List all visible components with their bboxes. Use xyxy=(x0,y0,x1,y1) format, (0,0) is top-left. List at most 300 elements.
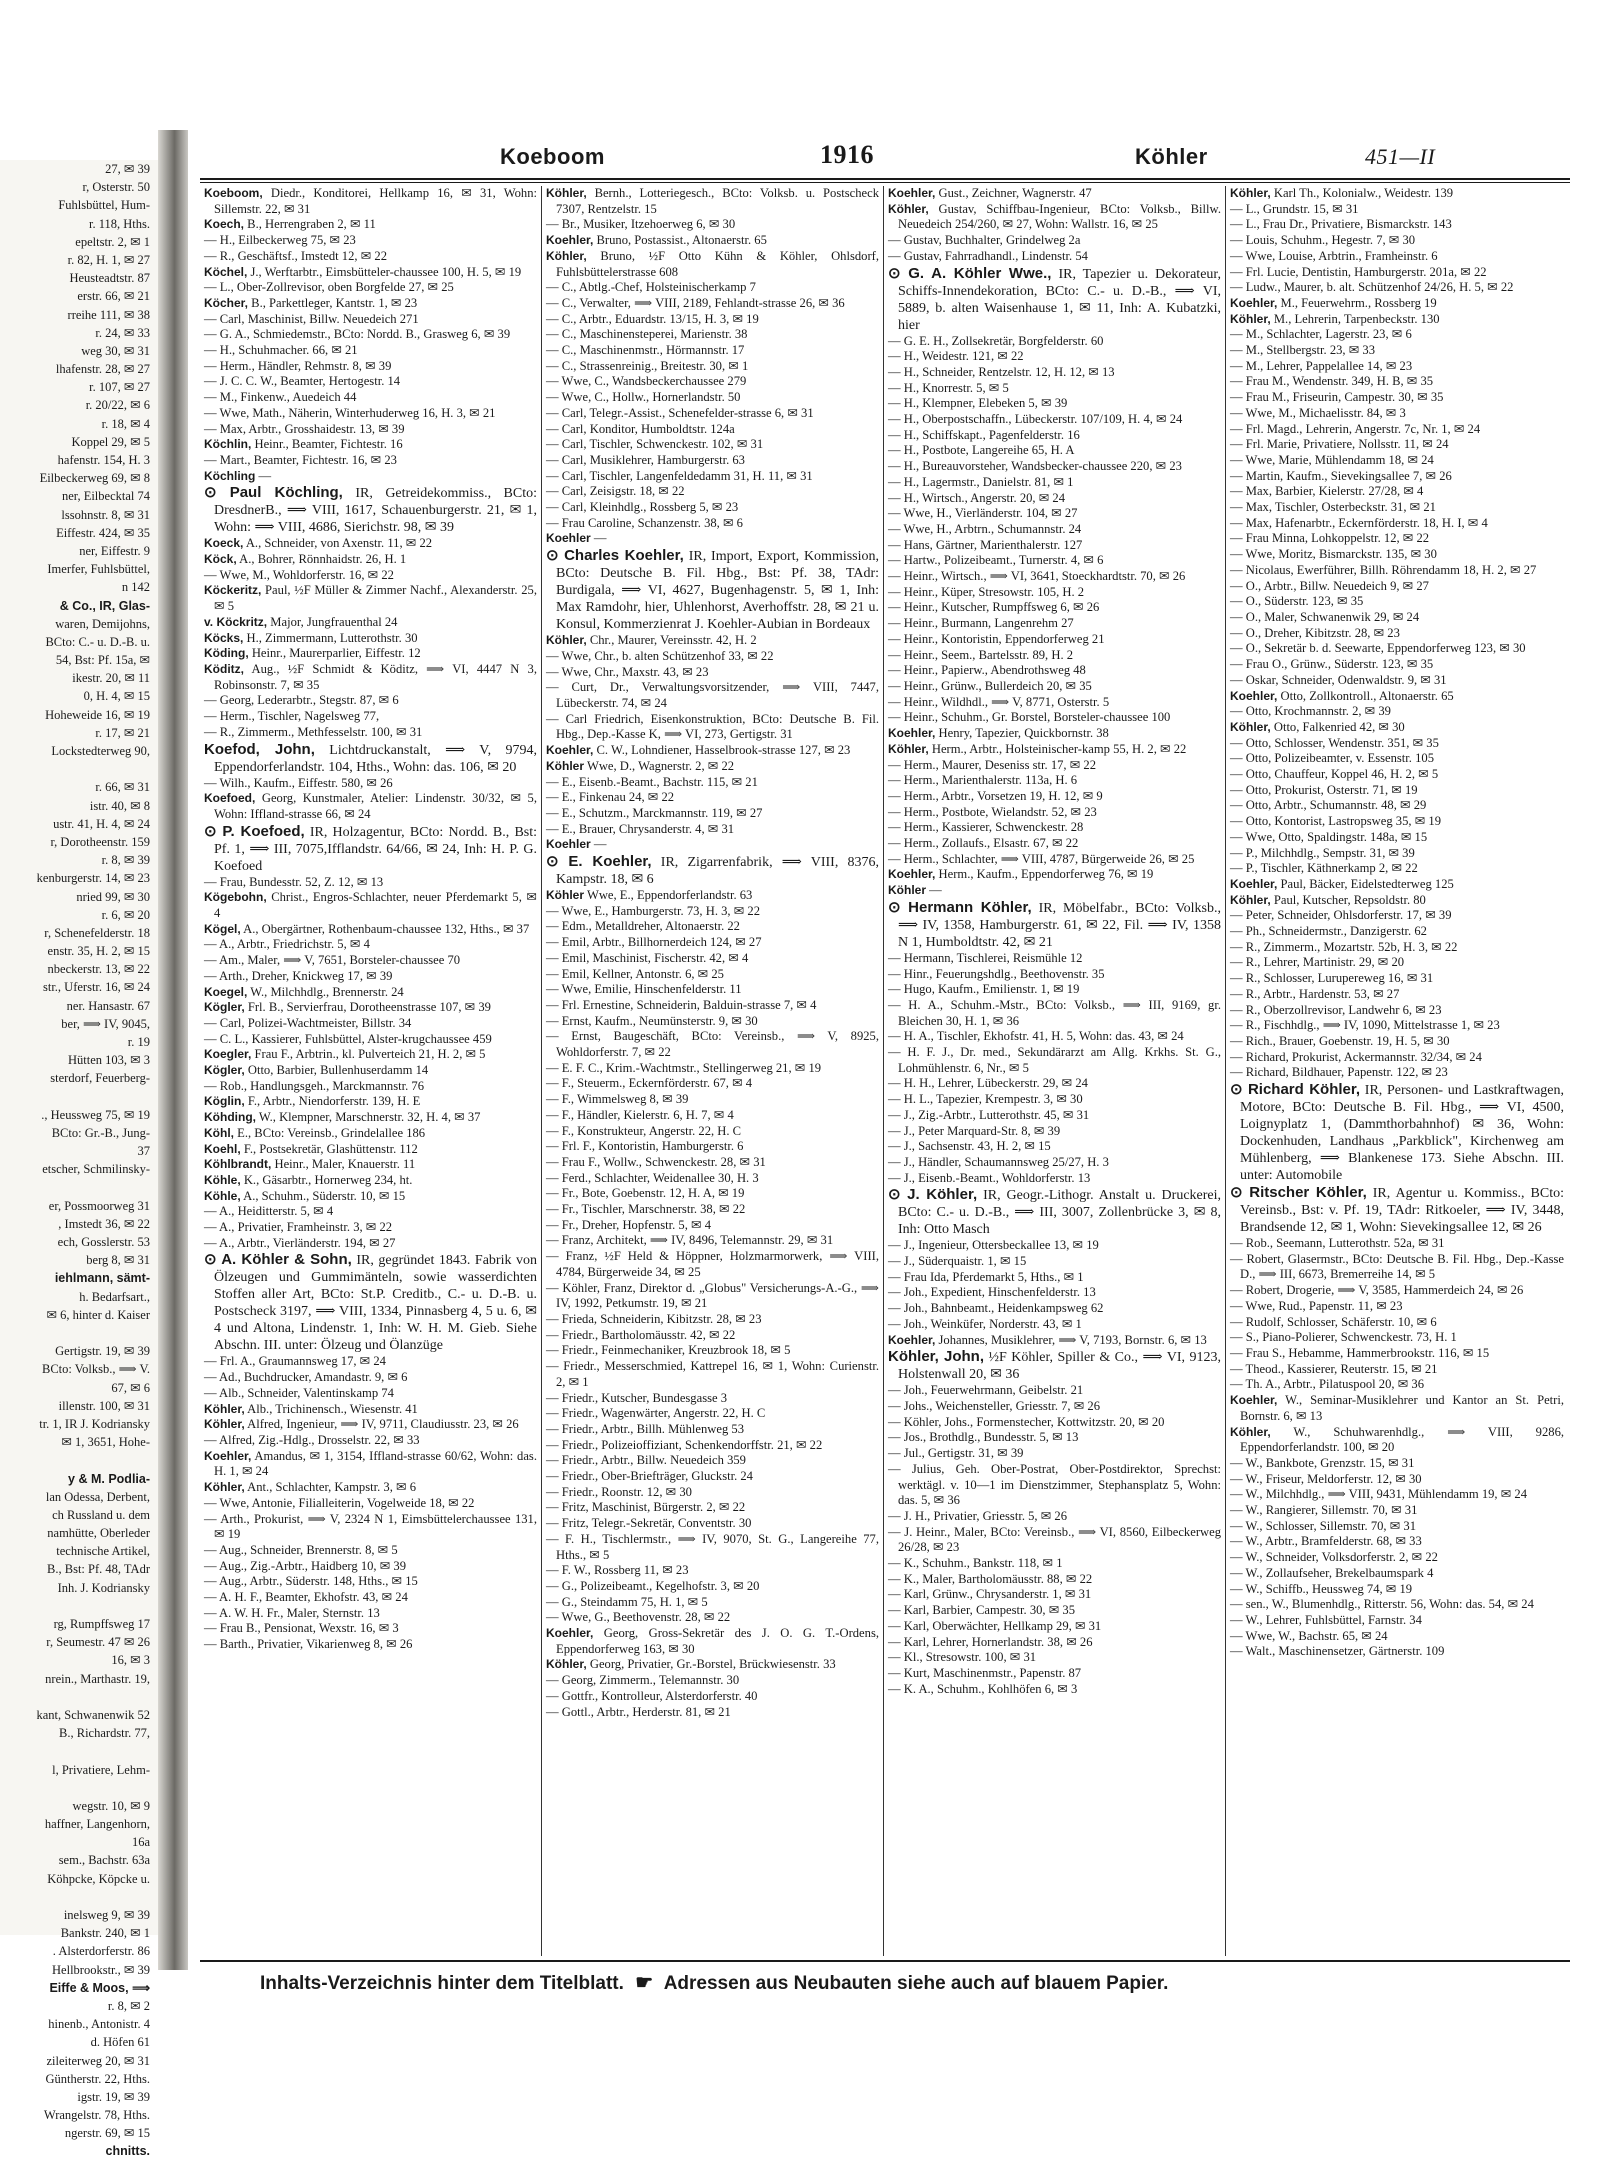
entry-details: W., Milchhdlg., Brennerstr. 24 xyxy=(250,984,404,999)
directory-entry xyxy=(204,217,537,233)
entry-surname: Köhl, xyxy=(204,1125,234,1140)
directory-entry xyxy=(204,1220,537,1236)
directory-entry xyxy=(1230,1252,1564,1283)
directory-entry xyxy=(888,334,1221,350)
directory-entry xyxy=(546,1029,879,1060)
entry-details: — J., Eisenb.-Beamt., Wohldorferstr. 13 xyxy=(888,1170,1091,1185)
entry-surname: Koehler, xyxy=(546,1626,594,1641)
entry-details: — Nicolaus, Ewerführer, Billh. Röhrendamm 18, H. 2, ✉ 27 xyxy=(1230,562,1537,577)
entry-details: — Kl., Stresowstr. 100, ✉ 31 xyxy=(888,1650,1037,1665)
left-page-line: Hütten 103, ✉ 3 xyxy=(68,1053,150,1068)
directory-entry xyxy=(546,919,879,935)
entry-details: Heinr., Maurerparlier, Eiffestr. 12 xyxy=(251,646,421,661)
directory-entry xyxy=(888,742,1221,758)
entry-details: Otto, Zollkontroll., Altonaerstr. 65 xyxy=(1280,688,1454,703)
entry-details: — Carl, Zeisigstr. 18, ✉ 22 xyxy=(546,484,685,499)
column-4 xyxy=(1226,186,1568,1956)
directory-entry xyxy=(546,1233,879,1249)
entry-details: W., Seminar-Musiklehrer und Kantor an St. Petri, Bornstr. 6, ✉ 13 xyxy=(1240,1393,1564,1423)
directory-entry xyxy=(204,1386,537,1402)
directory-entry xyxy=(888,1383,1221,1399)
directory-entry xyxy=(204,437,537,453)
directory-entry xyxy=(1230,798,1564,814)
directory-entry xyxy=(204,568,537,584)
entry-details: — Otto, Prokurist, Osterstr. 71, ✉ 19 xyxy=(1230,782,1418,797)
directory-entry xyxy=(204,552,537,568)
entry-details: E., BCto: Vereinsb., Grindelallee 186 xyxy=(237,1125,426,1140)
entry-details: — H., Bureauvorsteher, Wandsbecker-chaussee 220, ✉ 23 xyxy=(888,459,1182,474)
directory-entry xyxy=(546,904,879,920)
directory-entry xyxy=(204,469,537,485)
left-page-line: Imerfer, Fuhlsbüttel, xyxy=(47,562,150,577)
directory-entry xyxy=(546,1516,879,1532)
entry-details: — Otto, Krochmannstr. 2, ✉ 39 xyxy=(1230,704,1391,719)
directory-entry xyxy=(204,1094,537,1110)
entry-details: Karl Th., Kolonialw., Weidestr. 139 xyxy=(1273,186,1454,200)
entry-columns xyxy=(200,186,1570,1956)
entry-details: A., Obergärtner, Rothenbaum-chaussee 132, Hths., ✉ 37 xyxy=(243,921,530,936)
left-page-line: Fuhlsbüttel, Hum- xyxy=(58,198,150,213)
entry-details: — O., Süderstr. 123, ✉ 35 xyxy=(1230,594,1364,609)
entry-details: — Rob., Handlungsgeh., Marckmannstr. 76 xyxy=(204,1078,425,1093)
directory-entry xyxy=(1230,1597,1564,1613)
directory-entry xyxy=(888,1155,1221,1171)
entry-details: — Carl, Telegr.-Assist., Schenefelder-strasse 6, ✉ 31 xyxy=(546,405,814,420)
directory-entry xyxy=(888,1333,1221,1349)
directory-entry xyxy=(888,1108,1221,1124)
entry-details: — Otto, Chauffeur, Koppel 46, H. 2, ✉ 5 xyxy=(1230,767,1439,782)
left-page-line: er, Possmoorweg 31 xyxy=(48,1198,150,1213)
entry-details: — Jos., Brothdlg., Bundesstr. 5, ✉ 13 xyxy=(888,1430,1079,1445)
directory-entry xyxy=(1230,1081,1564,1184)
entry-details: — P., Milchhdlg., Sempstr. 31, ✉ 39 xyxy=(1230,845,1415,860)
entry-details: Gustav, Schiffbau-Ingenieur, BCto: Volksb., Billw. Neuedeich 254/260, ✉ 27, Wohn: Wallstr. 16, ✉ 25 xyxy=(898,201,1221,232)
directory-entry xyxy=(1230,1330,1564,1346)
entry-details: K., Gäsarbtr., Hornerweg 234, ht. xyxy=(243,1172,413,1187)
directory-entry xyxy=(888,233,1221,249)
directory-entry xyxy=(1230,1003,1564,1019)
directory-entry xyxy=(888,1635,1221,1651)
entry-details: Georg, Privatier, Gr.-Borstel, Brückwiesenstr. 33 xyxy=(589,1657,836,1672)
directory-entry xyxy=(888,648,1221,664)
directory-entry xyxy=(888,1076,1221,1092)
left-page-line: Eiffestr. 424, ✉ 35 xyxy=(56,525,150,540)
entry-surname: Köhler, xyxy=(888,201,929,216)
left-facing-page xyxy=(0,160,158,2159)
left-page-line xyxy=(0,1742,158,1760)
directory-entry xyxy=(204,1126,537,1142)
directory-entry xyxy=(546,453,879,469)
directory-entry xyxy=(1230,563,1564,579)
directory-entry xyxy=(888,758,1221,774)
left-page-line: r. 24, ✉ 33 xyxy=(95,325,150,340)
entry-details: — Herm., Arbtr., Vorsetzen 19, H. 12, ✉ 9 xyxy=(888,788,1103,803)
directory-entry xyxy=(888,632,1221,648)
directory-entry xyxy=(888,249,1221,265)
directory-entry xyxy=(888,726,1221,742)
directory-entry xyxy=(546,1014,879,1030)
entry-details: — Johs., Weichensteller, Griesstr. 7, ✉ 26 xyxy=(888,1399,1101,1413)
left-page-line xyxy=(0,1088,158,1106)
directory-entry xyxy=(546,1281,879,1312)
entry-details: — W., Friseur, Meldorferstr. 12, ✉ 30 xyxy=(1230,1471,1422,1486)
directory-entry xyxy=(1230,1346,1564,1362)
entry-details: — xyxy=(258,468,272,483)
directory-entry xyxy=(204,1480,537,1496)
directory-entry xyxy=(546,665,879,681)
page-footer xyxy=(260,1970,1560,1995)
entry-details: — Franz, ½F Held & Höppner, Holzmarmorwerk, ⟹ VIII, 4784, Bürgerweide 34, ✉ 25 xyxy=(546,1249,879,1279)
entry-surname: ⊙ E. Koehler, xyxy=(546,853,652,871)
directory-entry xyxy=(888,1399,1221,1415)
entry-details: — Heinr., Küper, Stresowstr. 105, H. 2 xyxy=(888,584,1085,599)
directory-entry xyxy=(1230,453,1564,469)
entry-details: — H., Knorrestr. 5, ✉ 5 xyxy=(888,380,1009,395)
entry-details: — F., Steuerm., Eckernförderstr. 67, ✉ 4 xyxy=(546,1076,753,1091)
left-page-line: istr. 40, ✉ 8 xyxy=(89,798,150,813)
directory-entry xyxy=(1230,406,1564,422)
entry-details: — Wwe, Math., Näherin, Winterhuderweg 16, H. 3, ✉ 21 xyxy=(204,405,496,420)
entry-details: — Am., Maler, ⟹ V, 7651, Borsteler-chaussee 70 xyxy=(204,953,461,968)
entry-details: A., Schuhm., Süderstr. 10, ✉ 15 xyxy=(243,1188,406,1203)
entry-details: — A., Heiditterstr. 5, ✉ 4 xyxy=(204,1204,334,1219)
directory-entry xyxy=(888,1682,1221,1698)
entry-surname: Köchlin, xyxy=(204,437,252,452)
directory-entry xyxy=(1230,626,1564,642)
left-page-line: r. 8, ✉ 39 xyxy=(101,853,150,868)
directory-entry xyxy=(546,1171,879,1187)
directory-entry xyxy=(1230,767,1564,783)
page-header xyxy=(200,130,1570,176)
left-page-line: r. 107, ✉ 27 xyxy=(89,380,150,395)
entry-surname: Koehler, xyxy=(888,1332,936,1347)
entry-details: — M., Schlachter, Lagerstr. 23, ✉ 6 xyxy=(1230,327,1412,342)
directory-entry xyxy=(546,249,879,280)
directory-entry xyxy=(888,695,1221,711)
left-page-line xyxy=(0,1888,158,1906)
entry-details: — Carl, Maschinist, Billw. Neuedeich 271 xyxy=(204,311,419,326)
directory-entry xyxy=(1230,422,1564,438)
entry-details: — Jul., Gertigstr. 31, ✉ 39 xyxy=(888,1446,1024,1461)
entry-surname: Köglin, xyxy=(204,1094,245,1109)
directory-entry xyxy=(546,1312,879,1328)
header-last-entry: Köhler xyxy=(1135,144,1208,169)
entry-details: — Alfred, Zig.-Hdlg., Drosselstr. 22, ✉ 33 xyxy=(204,1433,420,1447)
directory-entry xyxy=(546,1469,879,1485)
entry-surname: Köchel, xyxy=(204,264,248,279)
entry-surname: Koehler, xyxy=(546,743,594,758)
directory-entry xyxy=(1230,1315,1564,1331)
entry-details: — Wwe, E., Hamburgerstr. 73, H. 3, ✉ 22 xyxy=(546,903,761,918)
directory-entry xyxy=(888,585,1221,601)
directory-entry xyxy=(888,443,1221,459)
directory-entry xyxy=(1230,736,1564,752)
directory-entry xyxy=(546,822,879,838)
footer-index-note: Inhalts-Verzeichnis hinter dem Titelblatt. xyxy=(260,1973,624,1994)
directory-entry xyxy=(204,1449,537,1480)
entry-details: — Th. A., Arbtr., Pilatuspool 20, ✉ 36 xyxy=(1230,1377,1424,1392)
entry-details: — Frau S., Hebamme, Hammerbrookstr. 116, ✉ 15 xyxy=(1230,1346,1490,1360)
entry-details: — Wwe, Chr., Maxstr. 43, ✉ 23 xyxy=(546,664,709,679)
left-page-line: BCto: Volksb., ⟹ V. xyxy=(41,1362,150,1377)
entry-details: — A., Arbtr., Friedrichstr. 5, ✉ 4 xyxy=(204,937,370,952)
directory-entry xyxy=(546,516,879,532)
directory-entry xyxy=(546,935,879,951)
entry-details: — Frl. Magd., Lehrerin, Angerstr. 7c, Nr. 1, ✉ 24 xyxy=(1230,421,1481,436)
directory-entry xyxy=(204,265,537,281)
entry-surname: Köhler, xyxy=(1230,1424,1271,1439)
entry-details: — Köhler, Johs., Formenstecher, Kottwitzstr. 20, ✉ 20 xyxy=(888,1414,1165,1429)
column-3 xyxy=(884,186,1226,1956)
directory-entry xyxy=(888,1171,1221,1187)
entry-details: — L., Ober-Zollrevisor, oben Borgfelde 27, ✉ 25 xyxy=(204,280,454,295)
entry-details: — Peter, Schneider, Ohlsdorferstr. 17, ✉ 39 xyxy=(1230,908,1452,923)
entry-details: — Kurt, Maschinenmstr., Papenstr. 87 xyxy=(888,1665,1082,1680)
entry-surname: Koehler, xyxy=(1230,295,1278,310)
directory-entry xyxy=(546,649,879,665)
directory-entry xyxy=(204,280,537,296)
entry-details: — Heinr., Wildhdl., ⟹ V, 8771, Osterstr. 5 xyxy=(888,694,1110,709)
entry-details: — Wwe, Antonie, Filialleiterin, Vogelweide 18, ✉ 22 xyxy=(204,1495,475,1510)
directory-entry xyxy=(546,982,879,998)
directory-entry xyxy=(1230,1644,1564,1660)
left-page-line: Gertigstr. 19, ✉ 39 xyxy=(55,1344,150,1359)
left-page-line: erstr. 66, ✉ 21 xyxy=(77,289,150,304)
directory-entry xyxy=(888,349,1221,365)
entry-details: — Aug., Schneider, Brennerstr. 8, ✉ 5 xyxy=(204,1542,398,1557)
entry-surname: Koehler, xyxy=(888,186,936,200)
left-page-line: lssohnstr. 8, ✉ 31 xyxy=(61,507,150,522)
directory-entry xyxy=(204,875,537,891)
directory-entry xyxy=(1230,437,1564,453)
entry-details: — H., Postbote, Langereihe 65, H. A xyxy=(888,443,1075,458)
entry-details: — Frl. Ernestine, Schneiderin, Balduin-strasse 7, ✉ 4 xyxy=(546,997,817,1012)
entry-details: — H., Schneider, Rentzelstr. 12, H. 12, ✉ 13 xyxy=(888,364,1115,379)
directory-entry xyxy=(204,1637,537,1653)
directory-entry xyxy=(204,1189,537,1205)
directory-entry xyxy=(888,1587,1221,1603)
header-rule-thin xyxy=(200,182,1570,183)
entry-details: Frl. B., Servierfrau, Dorotheenstrasse 107, ✉ 39 xyxy=(247,1000,491,1015)
left-page-line: wegstr. 10, ✉ 9 xyxy=(72,1798,150,1813)
entry-details: — L., Grundstr. 15, ✉ 31 xyxy=(1230,201,1359,216)
entry-details: — Richard, Prokurist, Ackermannstr. 32/34, ✉ 24 xyxy=(1230,1049,1482,1064)
header-year: 1916 xyxy=(820,140,874,169)
entry-details: — O., Sekretär b. d. Seewarte, Eppendorferweg 123, ✉ 30 xyxy=(1230,641,1526,656)
left-page-line: sterdorf, Feuerberg- xyxy=(50,1071,150,1086)
directory-entry xyxy=(204,343,537,359)
entry-details: — R., Schlosser, Lurupereweg 16, ✉ 31 xyxy=(1230,971,1434,986)
entry-details: — M., Finkenw., Auedeich 44 xyxy=(204,390,357,405)
directory-entry xyxy=(204,1590,537,1606)
directory-entry xyxy=(888,679,1221,695)
entry-details: — W., Schlosser, Sillemstr. 70, ✉ 31 xyxy=(1230,1518,1417,1533)
entry-details: Georg, Gross-Sekretär des J. O. G. T.-Ordens, Eppendorferweg 163, ✉ 30 xyxy=(556,1626,879,1656)
entry-details: Paul, Bäcker, Eidelstedterweg 125 xyxy=(1280,876,1454,891)
directory-entry xyxy=(888,265,1221,334)
directory-entry xyxy=(546,327,879,343)
directory-entry xyxy=(888,836,1221,852)
footer-new-buildings-note: Adressen aus Neubauten siehe auch auf blauem Papier. xyxy=(663,1973,1169,1994)
entry-details: — H., Oberpostschaffn., Lübeckerstr. 107/109, H. 4, ✉ 24 xyxy=(888,412,1183,427)
entry-details: IR, Möbelfabr., BCto: Volksb., ⟹ IV, 1358, Hamburgerstr. 61, ✉ 22, Fil. ⟹ IV, 1358 N 1, Humboldtstr. 42, ✉ 21 xyxy=(898,900,1222,950)
entry-details: — J., Sachsenstr. 43, H. 2, ✉ 15 xyxy=(888,1139,1051,1154)
entry-details: A., Schneider, von Axenstr. 11, ✉ 22 xyxy=(245,536,433,551)
directory-entry xyxy=(204,776,537,792)
directory-entry xyxy=(204,615,537,631)
directory-entry xyxy=(888,805,1221,821)
directory-entry xyxy=(546,547,879,633)
entry-details: — Rich., Brauer, Goebenstr. 19, H. 5, ✉ 30 xyxy=(1230,1033,1450,1048)
entry-details: — Herm., Zollaufs., Elsastr. 67, ✉ 22 xyxy=(888,836,1079,851)
entry-surname: Köcher, xyxy=(204,295,249,310)
directory-entry xyxy=(1230,673,1564,689)
left-page-line: r. 20/22, ✉ 6 xyxy=(85,398,150,413)
entry-details: — Fr., Dreher, Hopfenstr. 5, ✉ 4 xyxy=(546,1217,711,1232)
directory-entry xyxy=(204,1417,537,1433)
directory-entry xyxy=(546,951,879,967)
entry-details: — H., Schuhmacher. 66, ✉ 21 xyxy=(204,343,358,358)
directory-entry xyxy=(1230,280,1564,296)
entry-details: — Gustav, Fahrradhandl., Lindenstr. 54 xyxy=(888,248,1088,263)
directory-entry xyxy=(1230,1472,1564,1488)
directory-entry xyxy=(888,1254,1221,1270)
left-page-line: tr. 1, IR J. Kodriansky xyxy=(39,1416,150,1431)
entry-details: Herm., Arbtr., Holsteinischer-kamp 55, H. 2, ✉ 22 xyxy=(931,741,1187,756)
entry-details: — Köhler, Franz, Direktor d. „Globus" Versicherungs-A.-G., ⟹ IV, 1992, Petkumstr. 19, ✉ 21 xyxy=(546,1280,879,1311)
directory-entry xyxy=(1230,908,1564,924)
entry-details: — R., Zimmerm., Mozartstr. 52b, H. 3, ✉ 22 xyxy=(1230,939,1458,954)
directory-entry xyxy=(204,1173,537,1189)
directory-entry xyxy=(888,1415,1221,1431)
entry-details: — Friedr., Roonstr. 12, ✉ 30 xyxy=(546,1484,692,1499)
entry-details: Wwe, E., Eppendorferlandstr. 63 xyxy=(586,888,753,903)
directory-entry xyxy=(546,1563,879,1579)
entry-details: — Friedr., Bartholomäusstr. 42, ✉ 22 xyxy=(546,1327,736,1342)
directory-entry xyxy=(546,837,879,853)
entry-details: — A., Arbtr., Vierländerstr. 194, ✉ 27 xyxy=(204,1235,396,1250)
entry-details: — Aug., Zig.-Arbtr., Haidberg 10, ✉ 39 xyxy=(204,1558,407,1573)
directory-entry xyxy=(1230,940,1564,956)
entry-details: — Carl, Polizei-Wachtmeister, Billstr. 34 xyxy=(204,1015,412,1030)
directory-entry xyxy=(1230,751,1564,767)
entry-surname: ⊙ Hermann Köhler, xyxy=(888,898,1032,916)
entry-details: — Frl. A., Graumannsweg 17, ✉ 24 xyxy=(204,1354,386,1369)
left-page-line: weg 30, ✉ 31 xyxy=(81,343,150,358)
directory-entry xyxy=(888,1029,1221,1045)
left-page-line: nried 99, ✉ 30 xyxy=(76,889,150,904)
left-page-line xyxy=(0,1779,158,1797)
directory-entry xyxy=(546,1579,879,1595)
directory-page xyxy=(200,130,1570,2050)
entry-details: — H. A., Schuhm.-Mstr., BCto: Volksb., ⟹ III, 9169, gr. Bleichen 30, H. 1, ✉ 36 xyxy=(888,997,1221,1028)
entry-details: IR, Getreidekommiss., BCto: DresdnerB., ⟹ VIII, 1617, Schauenburgerstr. 21, ✉ 1, Wohn: ⟹ VIII, 4686, Sierichstr. 98, ✉ 39 xyxy=(214,486,538,536)
entry-details: — G. A., Schmiedemstr., BCto: Nordd. B., Grasweg 6, ✉ 39 xyxy=(204,327,511,342)
entry-details: W., Klempner, Marschnerstr. 32, H. 4, ✉ 37 xyxy=(258,1110,481,1125)
directory-entry xyxy=(546,888,879,904)
directory-entry xyxy=(546,1595,879,1611)
directory-entry xyxy=(1230,312,1564,328)
entry-surname: Köhler, xyxy=(1230,892,1271,907)
entry-details: — Arth., Prokurist, ⟹ V, 2324 N 1, Eimsbüttelerchaussee 131, ✉ 19 xyxy=(204,1511,537,1542)
directory-entry xyxy=(546,406,879,422)
entry-details: — Wwe, M., Wohldorferstr. 16, ✉ 22 xyxy=(204,567,394,582)
entry-details: Paul, ½F Müller & Zimmer Nachf., Alexanderstr. 25, ✉ 5 xyxy=(214,583,537,614)
directory-entry xyxy=(1230,641,1564,657)
entry-surname: Köhler, John, xyxy=(888,1348,984,1366)
directory-entry xyxy=(888,600,1221,616)
entry-details: — Fr., Bote, Goebenstr. 12, H. A, ✉ 19 xyxy=(546,1186,745,1201)
directory-entry xyxy=(204,374,537,390)
directory-entry xyxy=(1230,861,1564,877)
entry-details: Frau F., Arbtrin., kl. Pulverteich 21, H. 2, ✉ 5 xyxy=(254,1047,486,1062)
directory-entry xyxy=(888,1556,1221,1572)
directory-entry xyxy=(204,233,537,249)
left-page-line: illenstr. 100, ✉ 31 xyxy=(58,1398,150,1413)
directory-entry xyxy=(204,1047,537,1063)
entry-surname: Köhle, xyxy=(204,1172,241,1187)
left-page-line xyxy=(0,1179,158,1197)
directory-entry xyxy=(888,899,1221,951)
entry-details: — Louis, Schuhm., Hegestr. 7, ✉ 30 xyxy=(1230,233,1416,248)
left-page-line: iehlmann, sämt- xyxy=(54,1271,150,1286)
directory-entry xyxy=(204,249,537,265)
entry-details: Major, Jungfrauenthal 24 xyxy=(270,614,398,629)
directory-entry xyxy=(546,1155,879,1171)
entry-surname: ⊙ Richard Köhler, xyxy=(1230,1081,1361,1099)
entry-details: — Emil, Kellner, Antonstr. 6, ✉ 25 xyxy=(546,966,724,981)
entry-details: — H. L., Tapezier, Krempestr. 3, ✉ 30 xyxy=(888,1092,1083,1107)
left-page-line: l, Privatiere, Lehm- xyxy=(52,1762,150,1777)
entry-details: — Gustav, Buchhalter, Grindelweg 2a xyxy=(888,233,1081,248)
directory-entry xyxy=(888,820,1221,836)
directory-entry xyxy=(1230,720,1564,736)
entry-details: — Barth., Privatier, Vikarienweg 8, ✉ 26 xyxy=(204,1637,413,1652)
entry-details: — F., Händler, Kielerstr. 6, H. 7, ✉ 4 xyxy=(546,1107,734,1122)
left-page-line: 16a xyxy=(131,1835,150,1850)
left-page-line: ., Heussweg 75, ✉ 19 xyxy=(41,1107,150,1122)
entry-details: — Wwe, Louise, Arbtrin., Framheinstr. 6 xyxy=(1230,248,1438,263)
entry-details: Heinr., Maler, Knauerstr. 11 xyxy=(274,1157,416,1172)
directory-entry xyxy=(1230,500,1564,516)
entry-details: Paul, Kutscher, Repsoldstr. 80 xyxy=(1273,892,1426,907)
directory-entry xyxy=(546,280,879,296)
entry-details: — Max, Tischler, Osterbeckstr. 31, ✉ 21 xyxy=(1230,500,1436,515)
entry-details: J., Werftarbtr., Eimsbütteler-chaussee 100, H. 5, ✉ 19 xyxy=(250,264,522,279)
left-page-line: ner, Eiffestr. 9 xyxy=(79,543,150,558)
left-page-line: r, Schenefelderstr. 18 xyxy=(44,925,150,940)
entry-details: — Herm., Händler, Rehmstr. 8, ✉ 39 xyxy=(204,358,392,373)
directory-entry xyxy=(1230,689,1564,705)
directory-entry xyxy=(1230,579,1564,595)
left-page-line: lhafenstr. 28, ✉ 27 xyxy=(55,362,150,377)
directory-entry xyxy=(888,491,1221,507)
directory-entry xyxy=(204,327,537,343)
entry-details: Johannes, Musiklehrer, ⟹ V, 7193, Bornstr. 6, ✉ 13 xyxy=(938,1332,1207,1347)
left-page-line: Heusteadtstr. 87 xyxy=(69,271,150,286)
directory-entry xyxy=(1230,202,1564,218)
entry-details: Bernh., Lotteriegesch., BCto: Volksb. u. Postscheck 7307, Rentzelstr. 15 xyxy=(556,186,879,216)
entry-details: — Wwe, W., Bachstr. 65, ✉ 24 xyxy=(1230,1628,1388,1643)
left-page-line: nrein., Marthastr. 19, xyxy=(45,1671,150,1686)
entry-details: — Frau Ida, Pferdemarkt 5, Hths., ✉ 1 xyxy=(888,1269,1084,1284)
directory-entry xyxy=(546,1359,879,1390)
directory-entry xyxy=(546,1532,879,1563)
directory-entry xyxy=(1230,987,1564,1003)
entry-details: Otto, Falkenried 42, ✉ 30 xyxy=(1273,719,1405,734)
left-page-line: Bankstr. 240, ✉ 1 xyxy=(60,1926,150,1941)
directory-entry xyxy=(546,1689,879,1705)
